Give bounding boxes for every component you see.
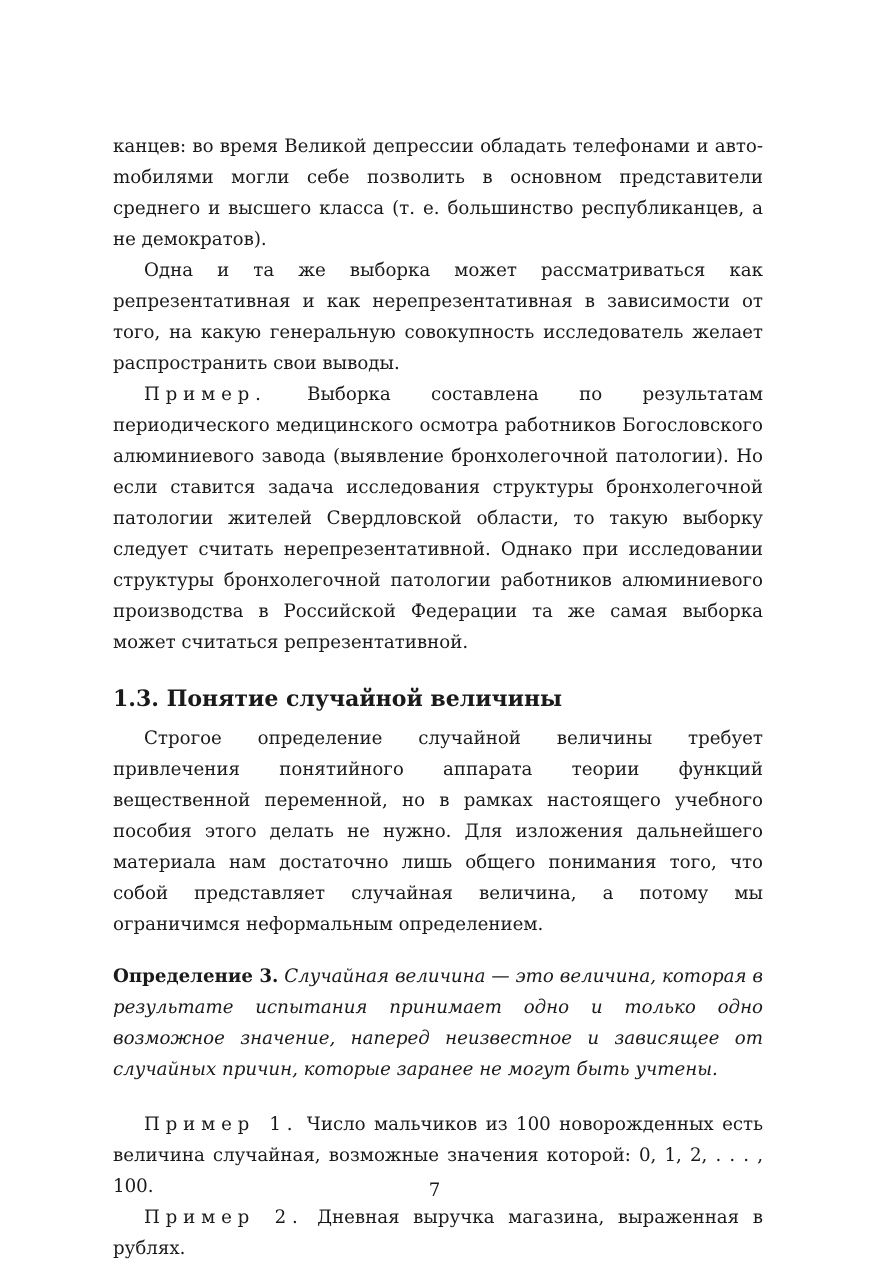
definition-text: Случайная величина — это величина, которая в результате испытания принимает одно и только одно возможное значение, наперед неизвестное и зависящее от случайных причин, которые заранее не могут быть учтены. (113, 966, 763, 1080)
example-text: Выборка составлена по результатам периодического медицинского осмотра работников Богословского алюминиевого завода (выявление бронхолегочной патологии). Но если ставится задача исследования структуры бронхолегочной патологии жителей Свердловской области, то такую выборку следует считать нерепрезентативной. Однако при исследовании структуры бронхолегочной патологии работников алюминиевого производства в Российской Федерации та же самая выборка может считаться репрезентативной. (113, 384, 763, 653)
paragraph-example (113, 379, 763, 658)
definition-block (113, 961, 763, 1085)
example-1-label: Пример 1. (144, 1114, 299, 1135)
paragraph-section-intro: Строгое определение случайной величины требует привлечения понятийного аппарата теории функций вещественной переменной, но в рамках настоящего учебного пособия этого делать не нужно. Для изложения дальнейшего материала нам достаточно лишь общего понимания того, что собой представляет случайная величина, а потому мы ограничимся неформальным определением. (113, 728, 763, 935)
paragraph-representative: Одна и та же выборка может рассматриваться как репрезентативная и как нерепрезентативная в зависимости от того, на какую генеральную совокупность исследователь желает распространить свои выводы. (113, 260, 763, 374)
example-label: Пример. (144, 384, 267, 405)
paragraph-continuation: канцев: во время Великой депрессии обладать телефонами и автоmобилями могли себе позволить в основном представители среднего и высшего класса (т. е. большинство республиканцев, а не демократов). (113, 136, 763, 250)
definition-label: Определение 3. (113, 966, 279, 987)
page-number: 7 (428, 1180, 441, 1201)
example-1-text: Число мальчиков из 100 новорожденных есть величина случайная, возможные значения которой: 0, 1, 2, . . . , 100. (113, 1114, 763, 1197)
page-content (113, 131, 763, 1264)
example-2-label: Пример 2. (144, 1207, 304, 1228)
paragraph-example-2 (113, 1202, 763, 1264)
section-heading: 1.3. Понятие случайной величины (113, 686, 563, 712)
example-2-text: Дневная выручка магазина, выраженная в рублях. (113, 1207, 763, 1259)
